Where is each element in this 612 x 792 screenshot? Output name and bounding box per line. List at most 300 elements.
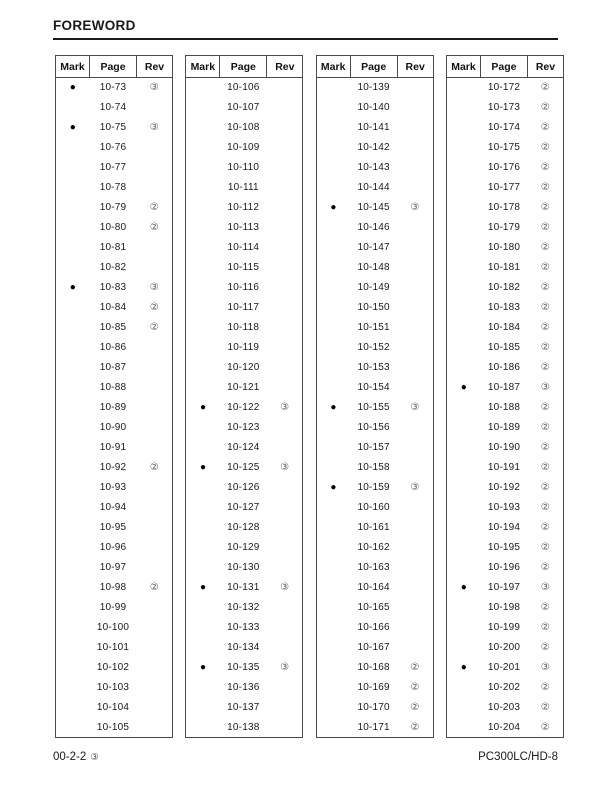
mark-cell — [316, 658, 350, 678]
mark-cell — [56, 458, 90, 478]
rev-cell: ② — [540, 642, 550, 653]
page-cell: 10-188 — [487, 402, 521, 413]
table-row — [56, 298, 173, 318]
rev-cell — [397, 598, 433, 618]
page-cell: 10-149 — [357, 282, 390, 293]
page-cell: 10-78 — [99, 182, 127, 193]
mark-cell — [186, 378, 220, 398]
table-row — [186, 538, 303, 558]
table-row — [56, 698, 173, 718]
mark-cell — [446, 498, 480, 518]
rev-cell — [137, 518, 173, 538]
mark-cell — [56, 358, 90, 378]
table-header-row — [316, 56, 433, 78]
page-cell: 10-178 — [487, 202, 521, 213]
page-cell: 10-156 — [357, 422, 390, 433]
table-row — [316, 638, 433, 658]
table-row — [446, 378, 563, 398]
rev-cell: ② — [540, 282, 550, 293]
rev-cell: ② — [540, 182, 550, 193]
table-row — [316, 378, 433, 398]
table-row — [446, 398, 563, 418]
mark-cell — [446, 218, 480, 238]
page-cell: 10-200 — [487, 642, 521, 653]
table-row — [316, 358, 433, 378]
page-cell: 10-198 — [487, 602, 521, 613]
mark-cell — [446, 458, 480, 478]
page-cell: 10-195 — [487, 542, 521, 553]
rev-cell — [137, 238, 173, 258]
page-cell: 10-84 — [99, 302, 127, 313]
rev-cell — [137, 338, 173, 358]
mark-cell — [186, 338, 220, 358]
mark-cell — [446, 118, 480, 138]
rev-cell: ② — [410, 721, 420, 733]
table-row — [446, 718, 563, 738]
column-header-mark: Mark — [56, 56, 90, 78]
rev-cell — [397, 338, 433, 358]
mark-cell: ● — [200, 461, 207, 473]
column-header-mark: Mark — [316, 56, 350, 78]
page-cell: 10-92 — [99, 462, 127, 473]
page-cell: 10-165 — [357, 602, 390, 613]
table-row — [316, 78, 433, 98]
rev-cell: ② — [540, 122, 550, 133]
table-row — [186, 78, 303, 98]
mark-cell: ● — [69, 81, 76, 93]
mark-cell — [446, 558, 480, 578]
table-row — [186, 278, 303, 298]
mark-cell — [316, 438, 350, 458]
rev-cell — [267, 298, 303, 318]
rev-cell — [397, 258, 433, 278]
footer-page-number-text: 00-2-2 — [53, 751, 87, 763]
page-cell: 10-192 — [487, 482, 521, 493]
page-index-table-4 — [446, 55, 564, 738]
table-row — [316, 558, 433, 578]
page-cell: 10-111 — [227, 182, 259, 193]
mark-cell — [56, 678, 90, 698]
mark-cell — [446, 398, 480, 418]
page-cell: 10-108 — [227, 122, 260, 133]
table-row — [316, 578, 433, 598]
page-cell: 10-151 — [357, 322, 390, 333]
rev-cell — [397, 438, 433, 458]
rev-cell — [137, 558, 173, 578]
table-row — [56, 658, 173, 678]
page-cell: 10-185 — [487, 342, 521, 353]
rev-cell: ② — [149, 462, 159, 473]
table-row — [316, 438, 433, 458]
rev-cell — [397, 298, 433, 318]
rev-cell — [397, 138, 433, 158]
mark-cell — [186, 138, 220, 158]
page-cell: 10-163 — [357, 562, 390, 573]
page-cell: 10-125 — [227, 462, 260, 473]
rev-cell: ② — [149, 322, 159, 333]
mark-cell — [316, 598, 350, 618]
rev-cell — [137, 678, 173, 698]
rev-cell — [267, 238, 303, 258]
mark-cell — [56, 178, 90, 198]
rev-cell — [397, 178, 433, 198]
mark-cell — [56, 498, 90, 518]
mark-cell — [316, 618, 350, 638]
page-cell: 10-93 — [99, 482, 127, 493]
footer-model-number: PC300LC/HD-8 — [478, 751, 558, 763]
mark-cell — [446, 298, 480, 318]
rev-cell: ② — [540, 442, 550, 453]
page-cell: 10-144 — [357, 182, 390, 193]
rev-cell: ③ — [410, 482, 420, 493]
mark-cell — [446, 638, 480, 658]
page-cell: 10-187 — [487, 382, 521, 393]
rev-cell: ② — [540, 562, 550, 573]
rev-cell — [137, 258, 173, 278]
column-header-page: Page — [480, 56, 527, 78]
table-row — [446, 458, 563, 478]
rev-cell: ③ — [410, 202, 420, 213]
table-row — [186, 338, 303, 358]
table-row — [186, 698, 303, 718]
table-row — [186, 218, 303, 238]
page-cell: 10-97 — [99, 562, 127, 573]
table-row — [316, 138, 433, 158]
page-cell: 10-197 — [487, 582, 521, 593]
table-row — [186, 318, 303, 338]
mark-cell — [56, 158, 90, 178]
table-row — [446, 158, 563, 178]
column-header-page: Page — [350, 56, 397, 78]
rev-cell: ② — [540, 721, 550, 733]
rev-cell: ② — [540, 402, 550, 413]
rev-cell: ② — [410, 702, 420, 713]
mark-cell — [446, 698, 480, 718]
table-row — [316, 658, 433, 678]
page-cell: 10-145 — [357, 202, 390, 213]
page-cell: 10-88 — [99, 382, 127, 393]
page-cell: 10-173 — [487, 102, 521, 113]
table-header-row — [56, 56, 173, 78]
mark-cell — [186, 478, 220, 498]
table-row — [446, 438, 563, 458]
mark-cell: ● — [200, 401, 207, 413]
mark-cell — [446, 478, 480, 498]
table-header-row — [186, 56, 303, 78]
rev-cell — [137, 658, 173, 678]
mark-cell — [56, 398, 90, 418]
mark-cell — [186, 318, 220, 338]
table-row — [186, 118, 303, 138]
mark-cell — [56, 558, 90, 578]
mark-cell — [316, 118, 350, 138]
mark-cell — [186, 698, 220, 718]
mark-cell — [316, 138, 350, 158]
rev-cell — [137, 178, 173, 198]
page-cell: 10-89 — [99, 402, 127, 413]
rev-cell: ③ — [540, 382, 550, 393]
page-cell: 10-186 — [487, 362, 521, 373]
table-row — [186, 638, 303, 658]
table-row — [56, 118, 173, 138]
rev-cell — [267, 318, 303, 338]
mark-cell: ● — [200, 581, 207, 593]
table-row — [316, 198, 433, 218]
page-cell: 10-101 — [96, 642, 130, 653]
page-cell: 10-154 — [357, 382, 390, 393]
page-cell: 10-133 — [227, 622, 260, 633]
rev-cell — [137, 158, 173, 178]
rev-cell: ② — [540, 622, 550, 633]
page-cell: 10-95 — [99, 522, 127, 533]
mark-cell — [186, 158, 220, 178]
rev-cell: ② — [540, 522, 550, 533]
table-row — [186, 458, 303, 478]
page-cell: 10-172 — [487, 82, 521, 94]
index-tables — [55, 55, 564, 738]
mark-cell — [446, 338, 480, 358]
rev-cell: ② — [540, 502, 550, 513]
page-cell: 10-135 — [227, 662, 260, 673]
mark-cell — [316, 338, 350, 358]
mark-cell — [446, 618, 480, 638]
rev-cell — [137, 398, 173, 418]
rev-cell — [267, 678, 303, 698]
mark-cell — [56, 378, 90, 398]
rev-cell — [397, 78, 433, 98]
table-row — [446, 318, 563, 338]
table-row — [56, 258, 173, 278]
page-cell: 10-74 — [99, 102, 127, 113]
mark-cell — [316, 218, 350, 238]
footer-rev-mark: ③ — [90, 752, 99, 763]
page-cell: 10-136 — [227, 682, 260, 693]
rev-cell — [397, 418, 433, 438]
table-row — [56, 438, 173, 458]
rev-cell: ③ — [149, 82, 159, 94]
mark-cell — [316, 258, 350, 278]
mark-cell — [316, 538, 350, 558]
table-row — [56, 398, 173, 418]
table-row — [316, 338, 433, 358]
table-row — [186, 298, 303, 318]
page-cell: 10-176 — [487, 162, 521, 173]
page-cell: 10-148 — [357, 262, 390, 273]
page-cell: 10-100 — [96, 622, 130, 633]
mark-cell — [186, 638, 220, 658]
page-cell: 10-119 — [227, 342, 260, 353]
footer-page-number — [53, 751, 99, 763]
page-cell: 10-183 — [487, 302, 521, 313]
page-cell: 10-196 — [487, 562, 521, 573]
page-cell: 10-177 — [487, 182, 521, 193]
table-row — [316, 678, 433, 698]
page-cell: 10-153 — [357, 362, 390, 373]
mark-cell — [186, 538, 220, 558]
mark-cell — [186, 278, 220, 298]
rev-cell — [267, 498, 303, 518]
table-row — [316, 598, 433, 618]
mark-cell — [316, 558, 350, 578]
rev-cell — [397, 458, 433, 478]
page-cell: 10-150 — [357, 302, 390, 313]
column-header-rev: Rev — [397, 56, 433, 78]
table-row — [446, 518, 563, 538]
page-cell: 10-109 — [227, 142, 260, 153]
page-cell: 10-180 — [487, 242, 521, 253]
table-row — [56, 678, 173, 698]
mark-cell — [186, 438, 220, 458]
table-row — [316, 298, 433, 318]
table-row — [316, 258, 433, 278]
mark-cell — [186, 558, 220, 578]
rev-cell: ② — [540, 462, 550, 473]
rev-cell — [267, 718, 303, 738]
rev-cell: ② — [540, 142, 550, 153]
table-row — [446, 258, 563, 278]
rev-cell — [267, 438, 303, 458]
page-cell: 10-73 — [99, 82, 127, 94]
table-row — [186, 578, 303, 598]
mark-cell — [446, 238, 480, 258]
rev-cell — [267, 138, 303, 158]
rev-cell — [397, 638, 433, 658]
mark-cell — [56, 318, 90, 338]
table-row — [316, 718, 433, 738]
mark-cell — [446, 598, 480, 618]
page-cell: 10-98 — [99, 582, 127, 593]
page-cell: 10-184 — [487, 322, 521, 333]
mark-cell — [316, 418, 350, 438]
column-header-page: Page — [220, 56, 267, 78]
mark-cell — [56, 618, 90, 638]
table-row — [186, 238, 303, 258]
page-cell: 10-129 — [227, 542, 260, 553]
rev-cell: ③ — [280, 662, 290, 673]
mark-cell — [56, 598, 90, 618]
mark-cell — [56, 338, 90, 358]
page-cell: 10-158 — [357, 462, 390, 473]
mark-cell — [446, 718, 480, 738]
rev-cell — [267, 258, 303, 278]
rev-cell — [137, 418, 173, 438]
rev-cell: ② — [540, 702, 550, 713]
mark-cell — [186, 238, 220, 258]
rev-cell — [267, 158, 303, 178]
column-header-mark: Mark — [186, 56, 220, 78]
rev-cell — [267, 178, 303, 198]
mark-cell: ● — [330, 401, 337, 413]
mark-cell: ● — [460, 381, 467, 393]
table-row — [56, 598, 173, 618]
page-cell: 10-116 — [227, 282, 260, 293]
rev-cell: ② — [540, 262, 550, 273]
page-cell: 10-147 — [357, 242, 390, 253]
page-cell: 10-140 — [357, 102, 390, 113]
table-row — [316, 118, 433, 138]
rev-cell — [267, 78, 303, 98]
page-cell: 10-162 — [357, 542, 390, 553]
mark-cell — [186, 198, 220, 218]
rev-cell: ② — [540, 362, 550, 373]
mark-cell — [316, 358, 350, 378]
table-row — [316, 458, 433, 478]
rev-cell: ③ — [149, 282, 159, 293]
mark-cell — [56, 518, 90, 538]
rev-cell: ③ — [540, 662, 550, 673]
page-cell: 10-191 — [487, 462, 521, 473]
rev-cell — [267, 518, 303, 538]
table-row — [446, 358, 563, 378]
mark-cell — [186, 678, 220, 698]
page-cell: 10-103 — [96, 682, 130, 693]
table-row — [446, 278, 563, 298]
table-row — [56, 498, 173, 518]
rev-cell — [267, 558, 303, 578]
rev-cell — [397, 578, 433, 598]
page-cell: 10-120 — [227, 362, 260, 373]
table-row — [316, 418, 433, 438]
mark-cell — [56, 218, 90, 238]
mark-cell — [316, 458, 350, 478]
rev-cell: ③ — [410, 402, 420, 413]
table-row — [446, 218, 563, 238]
page-cell: 10-85 — [99, 322, 127, 333]
page-index-table-2 — [185, 55, 303, 738]
table-row — [56, 638, 173, 658]
mark-cell — [316, 638, 350, 658]
table-row — [186, 198, 303, 218]
column-header-rev: Rev — [137, 56, 173, 78]
page-cell: 10-167 — [357, 642, 390, 653]
rev-cell — [397, 158, 433, 178]
mark-cell — [446, 518, 480, 538]
rev-cell — [137, 98, 173, 118]
table-row — [446, 578, 563, 598]
rev-cell — [137, 538, 173, 558]
rev-cell: ② — [540, 322, 550, 333]
page-cell: 10-169 — [357, 682, 390, 693]
rev-cell: ② — [149, 222, 159, 233]
mark-cell: ● — [330, 481, 337, 493]
mark-cell — [446, 538, 480, 558]
table-row — [56, 458, 173, 478]
rev-cell: ③ — [280, 582, 290, 593]
table-row — [56, 238, 173, 258]
table-row — [56, 98, 173, 118]
rev-cell — [137, 478, 173, 498]
table-row — [186, 658, 303, 678]
rev-cell: ② — [149, 302, 159, 313]
page-header — [53, 17, 558, 40]
page-cell: 10-168 — [357, 662, 390, 673]
page-cell: 10-80 — [99, 222, 127, 233]
table-row — [446, 658, 563, 678]
page-cell: 10-142 — [357, 142, 390, 153]
rev-cell: ③ — [280, 462, 290, 473]
mark-cell — [446, 198, 480, 218]
table-row — [316, 398, 433, 418]
rev-cell — [267, 278, 303, 298]
page-cell: 10-137 — [227, 702, 260, 713]
mark-cell — [186, 218, 220, 238]
page-footer — [53, 751, 558, 763]
column-header-rev: Rev — [267, 56, 303, 78]
mark-cell — [56, 578, 90, 598]
page-cell: 10-96 — [99, 542, 127, 553]
page-cell: 10-117 — [227, 302, 260, 313]
rev-cell — [267, 338, 303, 358]
